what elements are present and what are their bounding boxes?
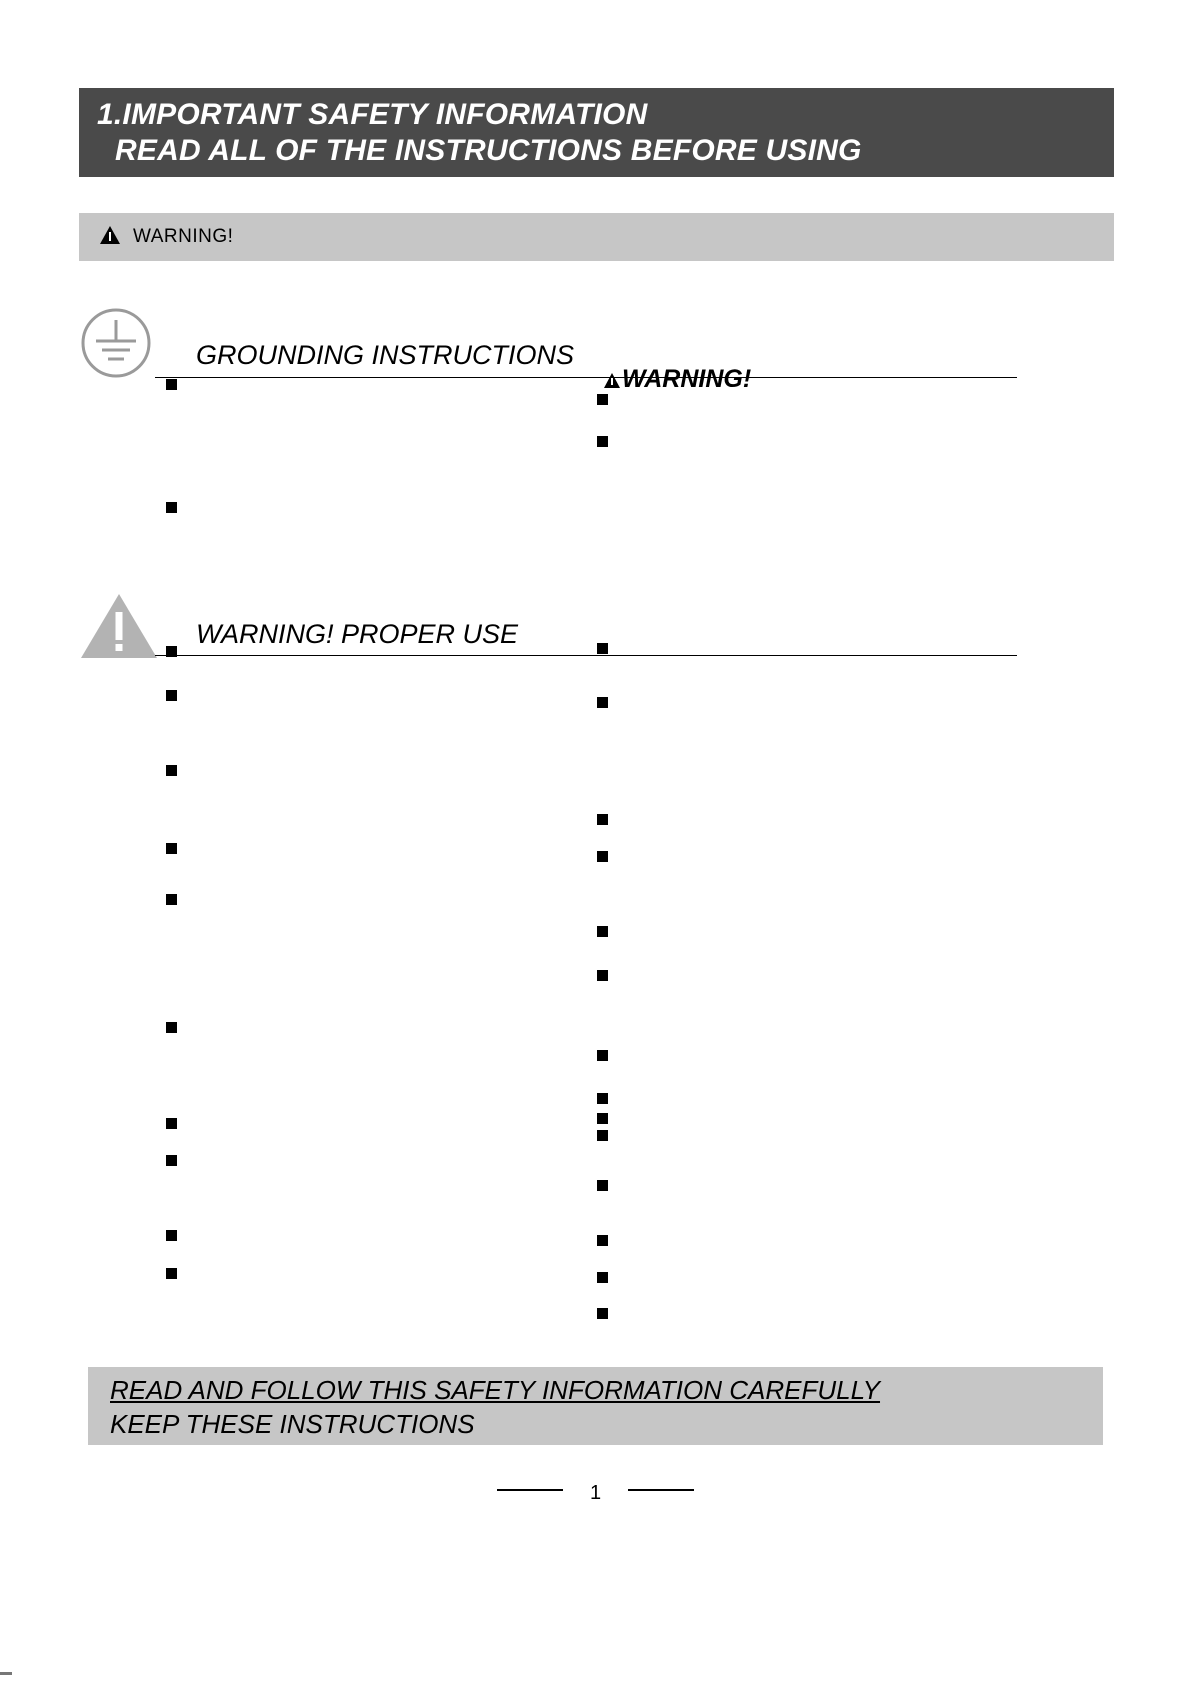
list-item [597,1113,608,1124]
section-rule-proper-use [155,655,1017,656]
list-item [597,1235,608,1246]
page-title-line-1: 1.IMPORTANT SAFETY INFORMATION [97,98,648,131]
section-heading-grounding: GROUNDING INSTRUCTIONS [196,340,574,370]
list-item [597,436,608,447]
list-item [597,1093,608,1104]
list-item [166,843,177,854]
page-title-bar [79,88,1114,177]
list-item [597,1050,608,1061]
list-item [597,697,608,708]
list-item [166,1118,177,1129]
list-item [597,851,608,862]
list-item [166,502,177,513]
warning-triangle-icon [79,592,159,660]
list-item [597,1308,608,1319]
page-title-line-2: READ ALL OF THE INSTRUCTIONS BEFORE USING [115,134,862,167]
list-item [166,646,177,657]
list-item [597,643,608,654]
list-item [166,1268,177,1279]
list-item [166,894,177,905]
list-item [597,1180,608,1191]
earth-ground-icon [80,307,152,379]
page-number-rule-right [628,1489,694,1491]
footer-banner [88,1367,1103,1445]
list-item [166,690,177,701]
section-rule-grounding [155,377,1017,378]
list-item [166,765,177,776]
list-item [597,1272,608,1283]
list-item [166,1230,177,1241]
list-item [597,814,608,825]
warning-banner-label: WARNING! [133,226,234,247]
list-item [166,1155,177,1166]
list-item [597,394,608,405]
footer-line-1: READ AND FOLLOW THIS SAFETY INFORMATION CAREFULLY [110,1375,881,1405]
footer-line-2: KEEP THESE INSTRUCTIONS [110,1409,475,1439]
page-edge-mark [0,1672,12,1675]
section-heading-proper-use: WARNING! PROPER USE [196,619,519,649]
list-item [597,970,608,981]
warning-triangle-icon [100,226,120,249]
inline-warning-text: WARNING! [622,365,752,393]
page-number-rule-left [497,1489,563,1491]
list-item [597,1130,608,1141]
warning-triangle-icon [604,373,620,388]
list-item [166,379,177,390]
page-number: 1 [589,1482,602,1504]
warning-banner [79,213,1114,261]
list-item [166,1022,177,1033]
list-item [597,926,608,937]
inline-warning-label [604,365,751,394]
page-number-row [0,1482,1191,1505]
